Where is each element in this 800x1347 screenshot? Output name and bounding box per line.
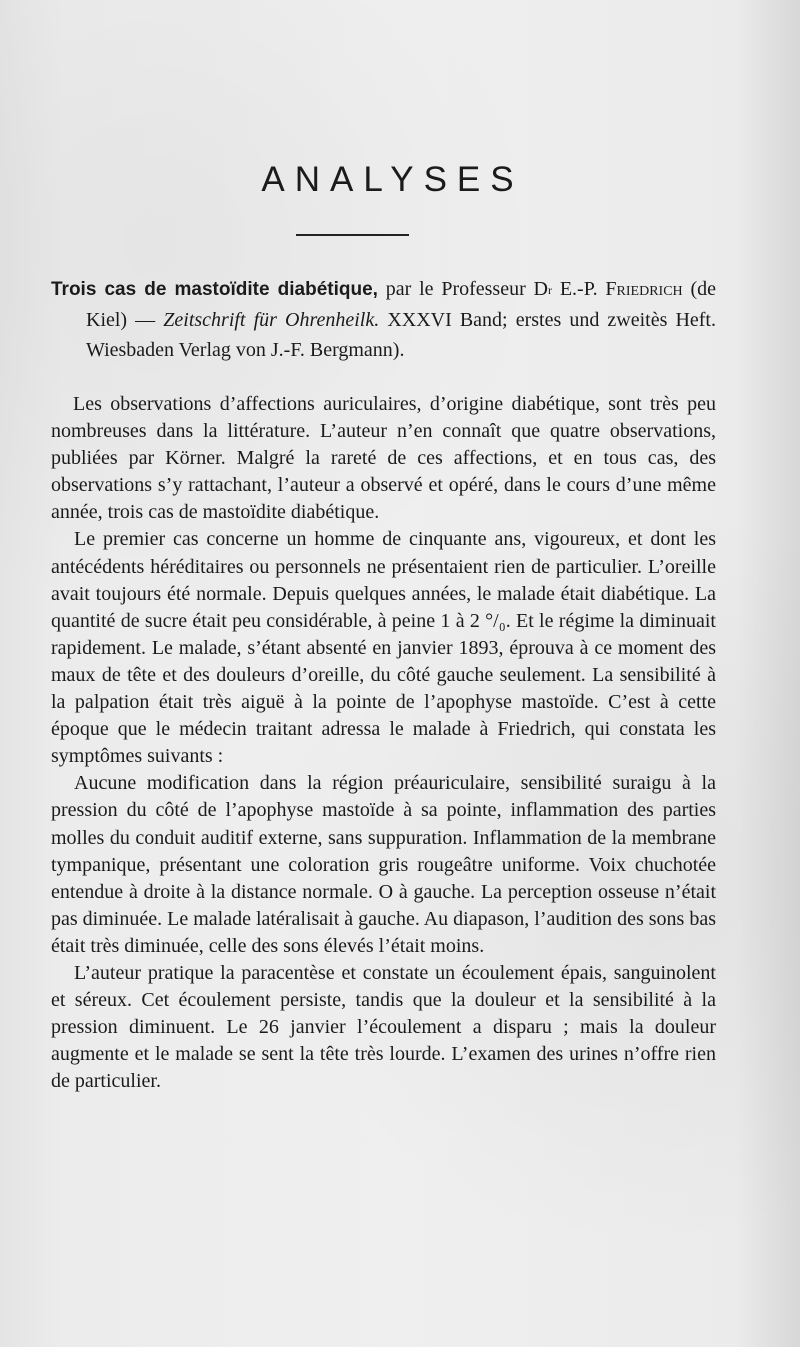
article-title: Trois cas de mastoïdite diabétique, bbox=[51, 279, 378, 300]
title-rule bbox=[296, 234, 409, 236]
location-journal-intro: (de Kiel) — bbox=[86, 278, 717, 331]
journal-title: Zeitschrift für Ohrenheilk. bbox=[163, 309, 380, 331]
author-title-superscript: r bbox=[548, 283, 553, 297]
body-paragraph-4: L’auteur pratique la paracentèse et constate un écoulement épais, sanguinolent et séreux. Cet écoulement persiste, tandis que la douleur et la sensibilité à la pression diminuent. Le 26 janvier l’écoulement a disparu ; mais la douleur augmente et le malade se sent la tête très lourde. L’examen des urines n’offre rien de particulier. bbox=[51, 961, 716, 1093]
volume-publisher: XXXVI Band; erstes und zweitès Heft. Wiesbaden Verlag von J.-F. Bergmann). bbox=[86, 309, 716, 361]
body-paragraph-1: Les observations d’affections auriculaires, d’origine diabétique, sont très peu nombreuses dans la littérature. L’auteur n’en connaît que quatre observations, publiées par Körner. Malgré la rareté de ces affections, et en tous cas, des observations s’y rattachant, l’auteur a observé et opéré, dans le cours d’une même année, trois cas de mastoïdite diabétique. bbox=[51, 393, 716, 524]
author-initials: E.-P. bbox=[552, 278, 598, 300]
author-surname: Friedrich bbox=[605, 278, 683, 300]
body-paragraph-2: Le premier cas concerne un homme de cinquante ans, vigoureux, et dont les antécédents héréditaires ou personnels ne présentaient rien de particulier. L’oreille avait toujours été normale. Depuis quelques années, le malade était diabétique. La quantité de sucre était peu considérable, à peine 1 à 2 °/₀. Et le régime la diminuait rapidement. Le malade, s’étant absenté en janvier 1893, éprouva à ce moment des maux de tête et des douleurs d’oreille, du côté gauche seulement. La sensibilité à la palpation était très aiguë à la pointe de l’apophyse mastoïde. C’est à cette époque que le médecin traitant adressa le malade à Friedrich, qui constata les symptômes suivants : bbox=[51, 528, 716, 768]
reference-entry bbox=[51, 274, 716, 365]
author-intro: par le Professeur D bbox=[377, 278, 549, 300]
article-body bbox=[51, 391, 716, 1095]
section-title: ANALYSES bbox=[261, 160, 524, 199]
page-content bbox=[51, 160, 716, 1095]
body-paragraph-3: Aucune modification dans la région préauriculaire, sensibilité suraigu à la pression du côté de l’apophyse mastoïde à sa pointe, inflammation des parties molles du conduit auditif externe, sans suppuration. Inflammation de la membrane tympanique, présentant une coloration gris rougeâtre uniforme. Voix chuchotée entendue à droite à la distance normale. O à gauche. La perception osseuse n’était pas diminuée. Le malade latéralisait à gauche. Au diapason, l’audition des sons bas était très diminuée, celle des sons élevés l’était moins. bbox=[51, 772, 716, 957]
